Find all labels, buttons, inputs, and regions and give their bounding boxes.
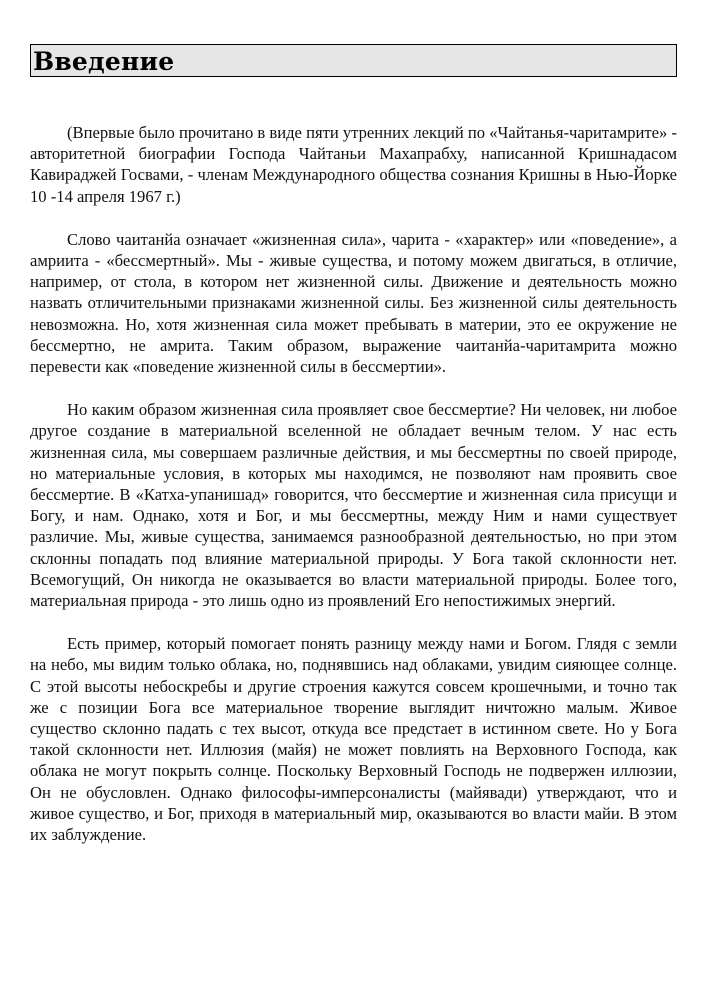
- heading-box: [30, 44, 677, 77]
- paragraph-1: Слово чаитанйа означает «жизненная сила», чарита - «характер» или «поведение», а амриита - «бессмертный». Мы - живые существа, и потому можем двигаться, в отличие, например, от стола, в котором нет жизненной силы. Движение и деятельность можно назвать отличительными признаками жизненной силы. Без жизненной силы деятельность невозможна. Но, хотя жизненная сила может пребывать в материи, это ее окружение не бессмертно, не амрита. Таким образом, выражение чаитанйа-чаритамрита можно перевести как «поведение жизненной силы в бессмертии».: [30, 229, 677, 377]
- page-title: Введение: [33, 47, 175, 76]
- paragraph-2: Но каким образом жизненная сила проявляет свое бессмертие? Ни человек, ни любое другое создание в материальной вселенной не обладает вечным телом. У нас есть жизненная сила, мы совершаем различные действия, и мы бессмертны по своей природе, но материальные условия, в которых мы находимся, не позволяют нам проявить свое бессмертие. В «Катха-упанишад» говорится, что бессмертие и жизненная сила присущи и Богу, и нам. Однако, хотя и Бог, и мы бессмертны, между Ним и нами существует различие. Мы, живые существа, занимаемся разнообразной деятельностью, но при этом склонны попадать под влияние материальной природы. У Бога такой склонности нет. Всемогущий, Он никогда не оказывается во власти материальной природы. Более того, материальная природа - это лишь одно из проявлений Его непостижимых энергий.: [30, 400, 677, 611]
- paragraph-intro-note: (Впервые было прочитано в виде пяти утренних лекций по «Чайтанья-чаритамрите» - авторитетной биографии Господа Чайтаньи Махапрабху, написанной Кришнадасом Кавираджей Госвами, - членам Международного общества сознания Кришны в Нью-Йорке 10 -14 апреля 1967 г.): [30, 123, 677, 206]
- document-body: [30, 122, 677, 845]
- paragraph-3: Есть пример, который помогает понять разницу между нами и Богом. Глядя с земли на небо, мы видим только облака, но, поднявшись над облаками, увидим сияющее солнце. С этой высоты небоскребы и другие строения кажутся совсем крошечными, и точно так же с позиции Бога все материальное творение выглядит ничтожно малым. Живое существо склонно падать с тех высот, откуда все предстает в истинном свете. Но у Бога такой склонности нет. Иллюзия (майя) не может повлиять на Верховного Господа, как облака не могут покрыть солнце. Поскольку Верховный Господь не подвержен иллюзии, Он не обусловлен. Однако философы-имперсоналисты (майявади) утверждают, что и живое существо, и Бог, приходя в материальный мир, оказываются во власти майи. В этом их заблуждение.: [30, 634, 677, 845]
- document-page: [30, 44, 677, 867]
